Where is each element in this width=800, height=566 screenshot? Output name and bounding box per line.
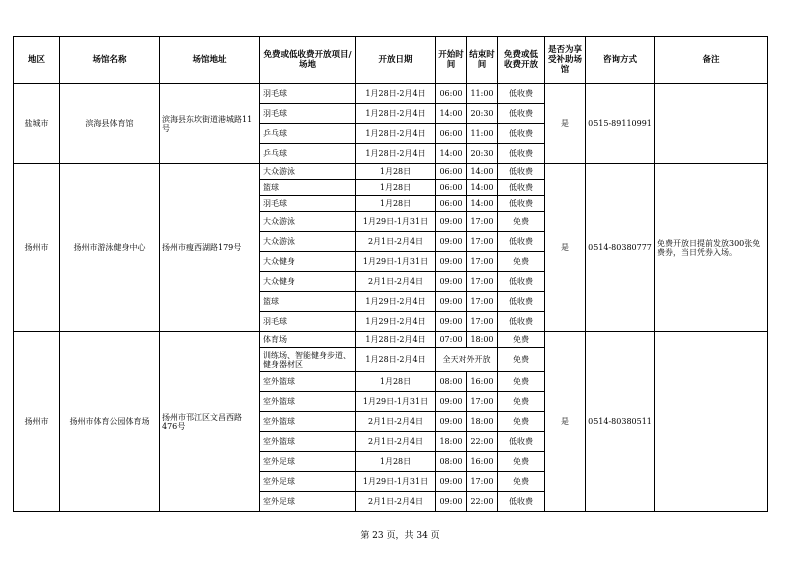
date-cell: 1月28日-2月4日 xyxy=(356,104,436,124)
item-cell: 室外篮球 xyxy=(260,392,356,412)
item-cell: 大众游泳 xyxy=(260,164,356,180)
header-fee: 免费或低收费开放 xyxy=(498,37,545,84)
start-time-cell: 06:00 xyxy=(436,84,467,104)
note-cell xyxy=(655,84,768,164)
date-cell: 2月1日-2月4日 xyxy=(356,492,436,512)
fee-cell: 免费 xyxy=(498,252,545,272)
date-cell: 1月28日-2月4日 xyxy=(356,84,436,104)
date-cell: 1月29日-1月31日 xyxy=(356,472,436,492)
date-cell: 1月29日-1月31日 xyxy=(356,392,436,412)
start-time-cell: 06:00 xyxy=(436,180,467,196)
region-cell: 扬州市 xyxy=(14,164,60,332)
header-venue: 场馆名称 xyxy=(60,37,160,84)
start-time-cell: 09:00 xyxy=(436,232,467,252)
contact-cell: 0515-89110991 xyxy=(586,84,655,164)
item-cell: 室外篮球 xyxy=(260,432,356,452)
item-cell: 室外篮球 xyxy=(260,372,356,392)
item-cell: 室外足球 xyxy=(260,452,356,472)
end-time-cell: 14:00 xyxy=(467,164,498,180)
item-cell: 室外足球 xyxy=(260,472,356,492)
start-time-cell: 09:00 xyxy=(436,272,467,292)
start-time-cell: 14:00 xyxy=(436,104,467,124)
item-cell: 乒乓球 xyxy=(260,124,356,144)
fee-cell: 低收费 xyxy=(498,196,545,212)
start-time-cell: 09:00 xyxy=(436,312,467,332)
start-time-cell: 08:00 xyxy=(436,452,467,472)
date-cell: 1月28日 xyxy=(356,372,436,392)
item-cell: 羽毛球 xyxy=(260,84,356,104)
header-note: 备注 xyxy=(655,37,768,84)
item-cell: 羽毛球 xyxy=(260,312,356,332)
end-time-cell: 22:00 xyxy=(467,492,498,512)
contact-cell: 0514-80380777 xyxy=(586,164,655,332)
end-time-cell: 14:00 xyxy=(467,180,498,196)
table-row xyxy=(14,84,768,104)
fee-cell: 免费 xyxy=(498,412,545,432)
end-time-cell: 17:00 xyxy=(467,312,498,332)
address-cell: 滨海县东坎街道港城路11号 xyxy=(160,84,260,164)
fee-cell: 低收费 xyxy=(498,144,545,164)
fee-cell: 低收费 xyxy=(498,104,545,124)
start-time-cell: 08:00 xyxy=(436,372,467,392)
table-body xyxy=(14,84,768,512)
item-cell: 训练场、智能健身步道、健身器材区 xyxy=(260,348,356,372)
start-time-cell: 06:00 xyxy=(436,196,467,212)
fee-cell: 低收费 xyxy=(498,84,545,104)
note-cell xyxy=(655,332,768,512)
subsidy-cell: 是 xyxy=(545,164,586,332)
end-time-cell: 16:00 xyxy=(467,372,498,392)
end-time-cell: 17:00 xyxy=(467,232,498,252)
address-cell: 扬州市瘦西湖路179号 xyxy=(160,164,260,332)
start-time-cell: 06:00 xyxy=(436,164,467,180)
header-date: 开放日期 xyxy=(356,37,436,84)
end-time-cell: 11:00 xyxy=(467,124,498,144)
end-time-cell: 18:00 xyxy=(467,332,498,348)
date-cell: 1月28日-2月4日 xyxy=(356,348,436,372)
start-time-cell: 09:00 xyxy=(436,472,467,492)
subsidy-cell: 是 xyxy=(545,332,586,512)
fee-cell: 低收费 xyxy=(498,312,545,332)
item-cell: 篮球 xyxy=(260,180,356,196)
region-cell: 扬州市 xyxy=(14,332,60,512)
header-item: 免费或低收费开放项目/场地 xyxy=(260,37,356,84)
venue-cell: 扬州市游泳健身中心 xyxy=(60,164,160,332)
end-time-cell: 17:00 xyxy=(467,292,498,312)
header-address: 场馆地址 xyxy=(160,37,260,84)
header-subsidy: 是否为享受补助场馆 xyxy=(545,37,586,84)
end-time-cell: 17:00 xyxy=(467,212,498,232)
item-cell: 羽毛球 xyxy=(260,104,356,124)
note-cell: 免费开放日提前发放300张免费券，当日凭券入场。 xyxy=(655,164,768,332)
start-time-cell: 09:00 xyxy=(436,412,467,432)
end-time-cell: 17:00 xyxy=(467,472,498,492)
end-time-cell: 17:00 xyxy=(467,272,498,292)
date-cell: 2月1日-2月4日 xyxy=(356,412,436,432)
date-cell: 1月29日-2月4日 xyxy=(356,312,436,332)
date-cell: 1月29日-1月31日 xyxy=(356,212,436,232)
table-row xyxy=(14,332,768,348)
fee-cell: 低收费 xyxy=(498,492,545,512)
end-time-cell: 17:00 xyxy=(467,252,498,272)
fee-cell: 免费 xyxy=(498,472,545,492)
start-time-cell: 09:00 xyxy=(436,212,467,232)
table-row xyxy=(14,164,768,180)
item-cell: 羽毛球 xyxy=(260,196,356,212)
start-time-cell: 18:00 xyxy=(436,432,467,452)
item-cell: 体育场 xyxy=(260,332,356,348)
region-cell: 盐城市 xyxy=(14,84,60,164)
date-cell: 2月1日-2月4日 xyxy=(356,432,436,452)
end-time-cell: 22:00 xyxy=(467,432,498,452)
header-start: 开始时间 xyxy=(436,37,467,84)
hours-cell: 全天对外开放 xyxy=(436,348,498,372)
fee-cell: 低收费 xyxy=(498,124,545,144)
address-cell: 扬州市邗江区文昌西路476号 xyxy=(160,332,260,512)
date-cell: 2月1日-2月4日 xyxy=(356,272,436,292)
date-cell: 1月28日 xyxy=(356,164,436,180)
header-contact: 咨询方式 xyxy=(586,37,655,84)
item-cell: 大众健身 xyxy=(260,252,356,272)
start-time-cell: 09:00 xyxy=(436,252,467,272)
fee-cell: 低收费 xyxy=(498,272,545,292)
date-cell: 1月28日-2月4日 xyxy=(356,144,436,164)
start-time-cell: 09:00 xyxy=(436,492,467,512)
end-time-cell: 14:00 xyxy=(467,196,498,212)
end-time-cell: 20:30 xyxy=(467,104,498,124)
contact-cell: 0514-80380511 xyxy=(586,332,655,512)
end-time-cell: 20:30 xyxy=(467,144,498,164)
date-cell: 1月28日 xyxy=(356,180,436,196)
item-cell: 大众游泳 xyxy=(260,232,356,252)
subsidy-cell: 是 xyxy=(545,84,586,164)
fee-cell: 免费 xyxy=(498,332,545,348)
start-time-cell: 06:00 xyxy=(436,124,467,144)
item-cell: 大众健身 xyxy=(260,272,356,292)
start-time-cell: 14:00 xyxy=(436,144,467,164)
fee-cell: 免费 xyxy=(498,348,545,372)
venue-cell: 扬州市体育公园体育场 xyxy=(60,332,160,512)
venue-cell: 滨海县体育馆 xyxy=(60,84,160,164)
item-cell: 室外足球 xyxy=(260,492,356,512)
fee-cell: 免费 xyxy=(498,452,545,472)
date-cell: 1月28日-2月4日 xyxy=(356,332,436,348)
header-region: 地区 xyxy=(14,37,60,84)
date-cell: 1月28日-2月4日 xyxy=(356,124,436,144)
item-cell: 大众游泳 xyxy=(260,212,356,232)
date-cell: 1月29日-1月31日 xyxy=(356,252,436,272)
date-cell: 2月1日-2月4日 xyxy=(356,232,436,252)
fee-cell: 免费 xyxy=(498,372,545,392)
end-time-cell: 11:00 xyxy=(467,84,498,104)
fee-cell: 低收费 xyxy=(498,432,545,452)
venue-table xyxy=(13,36,768,512)
start-time-cell: 07:00 xyxy=(436,332,467,348)
page-footer: 第 23 页，共 34 页 xyxy=(360,531,440,541)
date-cell: 1月28日 xyxy=(356,452,436,472)
fee-cell: 免费 xyxy=(498,392,545,412)
end-time-cell: 17:00 xyxy=(467,392,498,412)
start-time-cell: 09:00 xyxy=(436,392,467,412)
date-cell: 1月28日 xyxy=(356,196,436,212)
table-header-row xyxy=(14,37,768,84)
fee-cell: 低收费 xyxy=(498,292,545,312)
fee-cell: 低收费 xyxy=(498,164,545,180)
end-time-cell: 18:00 xyxy=(467,412,498,432)
end-time-cell: 16:00 xyxy=(467,452,498,472)
header-end: 结束时间 xyxy=(467,37,498,84)
start-time-cell: 09:00 xyxy=(436,292,467,312)
date-cell: 1月29日-2月4日 xyxy=(356,292,436,312)
item-cell: 乒乓球 xyxy=(260,144,356,164)
fee-cell: 低收费 xyxy=(498,232,545,252)
item-cell: 室外篮球 xyxy=(260,412,356,432)
fee-cell: 免费 xyxy=(498,212,545,232)
fee-cell: 低收费 xyxy=(498,180,545,196)
item-cell: 篮球 xyxy=(260,292,356,312)
